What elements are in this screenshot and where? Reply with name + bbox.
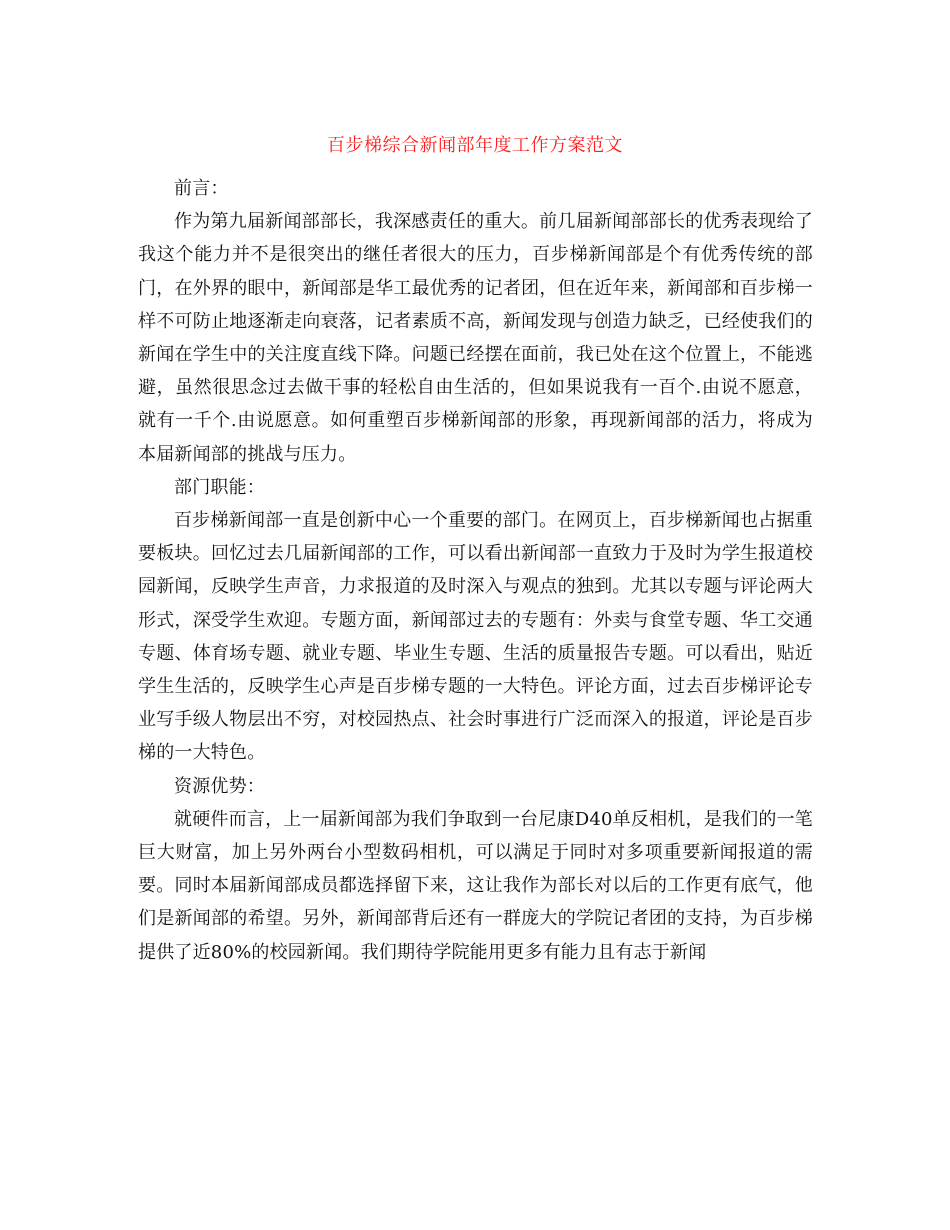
section-heading-preface: 前言： [174,178,229,199]
document-body [138,172,813,969]
section-paragraph-preface: 作为第九届新闻部部长，我深感责任的重大。前几届新闻部部长的优秀表现给了我这个能力并不是很突出的继任者很大的压力，百步梯新闻部是个有优秀传统的部门，在外界的眼中，新闻部是华工最优秀的记者团，但在近年来，新闻部和百步梯一样不可防止地逐渐走向衰落，记者素质不高，新闻发现与创造力缺乏，已经使我们的新闻在学生中的关注度直线下降。问题已经摆在面前，我已处在这个位置上，不能逃避，虽然很思念过去做干事的轻松自由生活的，但如果说我有一百个.由说不愿意，就有一千个.由说愿意。如何重塑百步梯新闻部的形象，再现新闻部的活力，将成为本届新闻部的挑战与压力。 [138,211,813,465]
section-paragraph-department-function: 百步梯新闻部一直是创新中心一个重要的部门。在网页上，百步梯新闻也占据重要板块。回忆过去几届新闻部的工作，可以看出新闻部一直致力于及时为学生报道校园新闻，反映学生声音，力求报道的及时深入与观点的独到。尤其以专题与评论两大形式，深受学生欢迎。专题方面，新闻部过去的专题有：外卖与食堂专题、华工交通专题、体育场专题、就业专题、毕业生专题、生活的质量报告专题。可以看出，贴近学生生活的，反映学生心声是百步梯专题的一大特色。评论方面，过去百步梯评论专业写手级人物层出不穷，对校园热点、社会时事进行广泛而深入的报道，评论是百步梯的一大特色。 [138,510,813,764]
document-title: 百步梯综合新闻部年度工作方案范文 [327,135,623,156]
section-paragraph-resource-advantage: 就硬件而言，上一届新闻部为我们争取到一台尼康D40单反相机，是我们的一笔巨大财富，加上另外两台小型数码相机，可以满足于同时对多项重要新闻报道的需要。同时本届新闻部成员都选择留下来，这让我作为部长对以后的工作更有底气，他们是新闻部的希望。另外，新闻部背后还有一群庞大的学院记者团的支持，为百步梯提供了近80%的校园新闻。我们期待学院能用更多有能力且有志于新闻 [138,808,813,963]
section-heading-resource-advantage: 资源优势： [174,775,265,797]
section-heading-department-function: 部门职能： [174,476,265,498]
